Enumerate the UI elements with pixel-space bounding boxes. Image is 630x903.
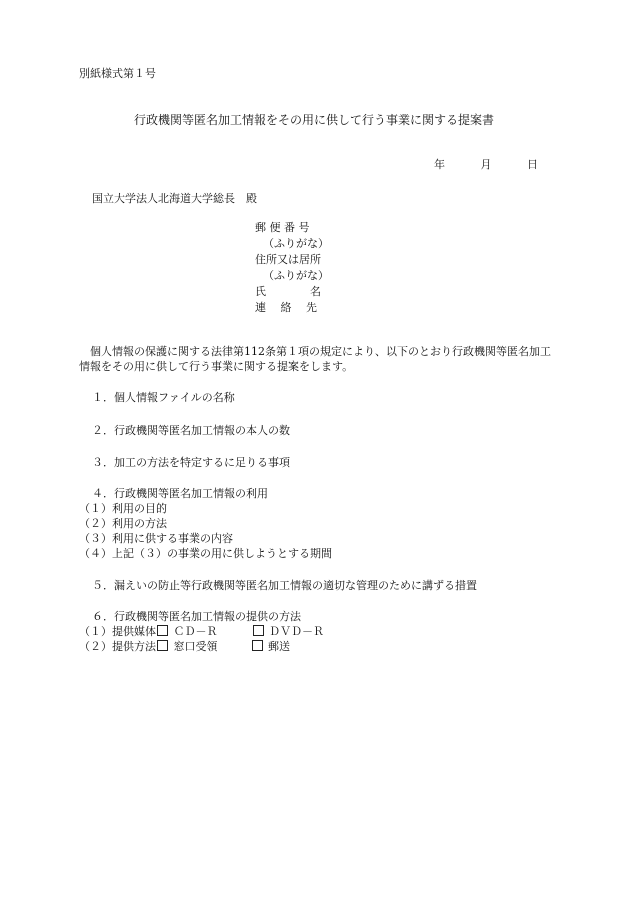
date-year: 年: [434, 158, 445, 171]
section-4-2: （２）利用の方法: [79, 517, 167, 530]
date-day: 日: [527, 158, 538, 171]
section-1: １．個人情報ファイルの名称: [92, 391, 235, 404]
section-3: ３．加工の方法を特定するに足りる事項: [92, 456, 290, 469]
document-title: 行政機関等匿名加工情報をその用に供して行う事業に関する提案書: [134, 113, 495, 127]
date-line: [434, 157, 538, 172]
checkbox-cd-r[interactable]: [157, 625, 168, 636]
section-6: ６．行政機関等匿名加工情報の提供の方法: [92, 610, 301, 623]
section-2: ２．行政機関等匿名加工情報の本人の数: [92, 424, 290, 437]
option-counter-pickup: 窓口受領: [173, 640, 218, 653]
section-6-2: [79, 639, 290, 654]
furigana-label-2: （ふりがな）: [263, 269, 329, 282]
checkbox-counter-pickup[interactable]: [157, 640, 168, 651]
name-label: 氏 名: [255, 285, 321, 298]
furigana-label-1: （ふりがな）: [263, 237, 329, 250]
body-paragraph: 個人情報の保護に関する法律第112条第１項の規定により、以下のとおり行政機関等匿名加工情報をその用に供して行う事業に関する提案をします。: [79, 345, 551, 373]
method-label: （２）提供方法: [79, 640, 156, 653]
section-4-3: （３）利用に供する事業の内容: [79, 532, 233, 545]
checkbox-mail[interactable]: [252, 640, 263, 651]
section-6-1: [79, 624, 324, 639]
section-4: ４．行政機関等匿名加工情報の利用: [92, 487, 268, 500]
checkbox-dvd-r[interactable]: [253, 625, 264, 636]
date-month: 月: [480, 158, 492, 171]
section-5: ５．漏えいの防止等行政機関等匿名加工情報の適切な管理のために講ずる措置: [92, 579, 477, 592]
section-4-1: （１）利用の目的: [79, 502, 167, 515]
address-label: 住所又は居所: [255, 253, 321, 266]
form-number: 別紙様式第１号: [79, 67, 156, 80]
option-cd-r: ＣＤ－Ｒ: [173, 625, 218, 638]
contact-label: 連 絡 先: [255, 301, 317, 314]
option-dvd-r: ＤＶＤ－Ｒ: [269, 625, 324, 638]
postal-code-label: 郵 便 番 号: [255, 221, 310, 234]
media-label: （１）提供媒体: [79, 625, 156, 638]
section-4-4: （４）上記（３）の事業の用に供しようとする期間: [79, 547, 332, 560]
addressee: 国立大学法人北海道大学総長 殿: [92, 192, 257, 205]
option-mail: 郵送: [268, 640, 290, 653]
sender-fields: [255, 220, 329, 316]
